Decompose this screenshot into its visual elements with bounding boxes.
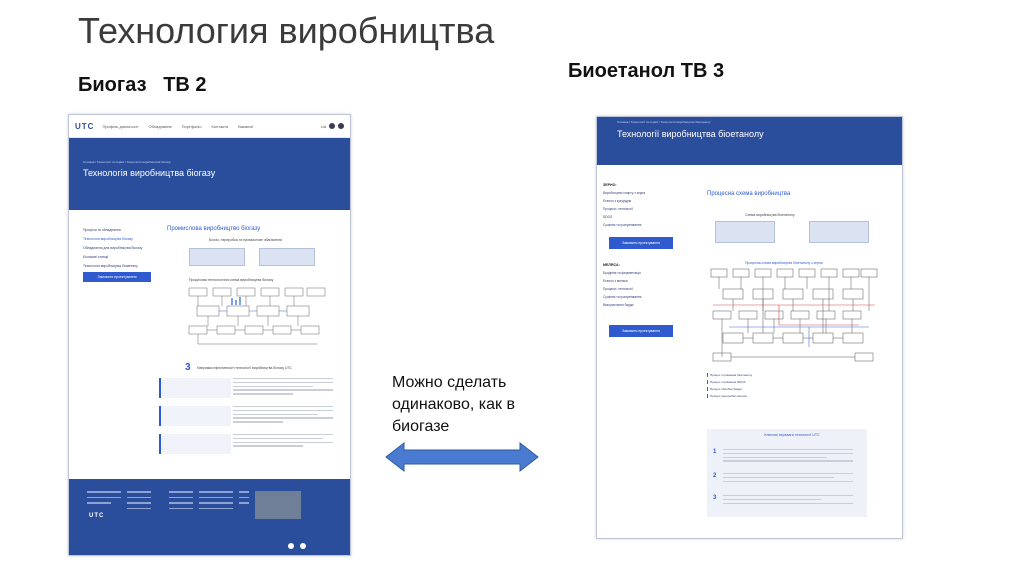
sidebar-item[interactable]: Технологія виробництва біометану [83, 264, 138, 268]
order-button[interactable]: Замовити проектування [609, 237, 673, 249]
bioethanol-heading: Биоетанол ТВ 3 [568, 60, 725, 82]
double-arrow-icon [384, 440, 540, 474]
text-block [723, 449, 853, 464]
sidebar-heading: МЕЛЯСА: [603, 263, 620, 267]
section-number: 3 [185, 362, 191, 373]
sidebar-item[interactable]: Сушіння та гранулювання [603, 223, 642, 227]
advantage-card [159, 378, 231, 398]
sidebar-item[interactable]: Процеси та обладнання [83, 228, 121, 232]
text-block [233, 378, 333, 397]
sidebar-item[interactable]: Використання барди [603, 303, 634, 307]
info-box [809, 221, 869, 243]
list-item[interactable]: Процес переробки меляси [707, 394, 797, 398]
social-icon[interactable] [329, 123, 335, 129]
scheme-title: Процесова технологічна схема виробництва біогазу [189, 278, 274, 282]
hero-banner [597, 117, 902, 165]
page-body [69, 210, 350, 470]
order-button[interactable]: Замовити проектування [609, 325, 673, 337]
sidebar-item[interactable]: Процеси і технології [603, 207, 633, 211]
text-block [723, 495, 853, 506]
top-nav [69, 115, 350, 138]
sidebar-item[interactable]: DDGS [603, 215, 613, 219]
section-subtitle: Схема виробництва біоетанолу [745, 213, 795, 217]
sidebar-item[interactable]: Обладнання для виробництва біогазу [83, 246, 143, 250]
sidebar-molasses [603, 263, 693, 311]
sidebar [83, 228, 153, 273]
sidebar-item[interactable]: Процеси і технології [603, 287, 633, 291]
nav-item[interactable]: Обладнання [148, 123, 172, 129]
step-number: 3 [713, 495, 717, 501]
nav-item[interactable]: Портфоліо [181, 123, 202, 129]
footer-image[interactable] [255, 491, 301, 519]
breadcrumb: Головна / Технології та сервіс / Технологія виробництва біогазу [83, 160, 171, 164]
sidebar-item[interactable]: Біогазові станції [83, 255, 109, 259]
text-block [233, 434, 333, 449]
nav-item[interactable]: Профіль діяльності [102, 123, 139, 129]
sidebar-item[interactable]: Етанол з меляси [603, 279, 628, 283]
sidebar-item[interactable]: Бродіння та ферментація [603, 271, 641, 275]
section-subtitle: Біогаз, переробка та промислове збагачення [209, 238, 283, 242]
footer [69, 479, 350, 555]
footer-logo: UTC [89, 513, 105, 519]
nav-item[interactable]: Вакансії [238, 123, 254, 129]
section-title: Процесна схема виробництва [707, 191, 791, 197]
panel-title: Ключові переваги технології UTC [764, 433, 820, 437]
slide-title: Технология виробництва [78, 10, 495, 51]
text-block [233, 406, 333, 425]
process-list [707, 373, 797, 401]
sidebar-item[interactable]: Сушіння та гранулювання [603, 295, 642, 299]
list-item[interactable]: Процес отримання біоетанолу [707, 373, 797, 377]
social-icon[interactable] [338, 123, 344, 129]
biogas-heading: Биогаз ТВ 2 [78, 74, 207, 96]
sidebar-heading: ЗЕРНО: [603, 183, 617, 187]
hero-title: Технологія виробництва біогазу [83, 168, 216, 178]
list-item[interactable]: Процес отримання DDGS [707, 380, 797, 384]
sidebar-grain [603, 183, 693, 231]
advantages-panel [707, 429, 867, 517]
process-scheme [187, 286, 327, 348]
bioethanol-page-screenshot [596, 116, 903, 539]
biogas-page-screenshot [68, 114, 351, 556]
step-number: 1 [713, 449, 717, 455]
section2-title: Напрямки ефективності технології виробництва біогазу UTC [197, 366, 292, 370]
social-icon[interactable] [300, 543, 306, 549]
section-title: Промислова виробництво біогазу [167, 226, 261, 232]
step-number: 2 [713, 473, 717, 479]
social-icon[interactable] [288, 543, 294, 549]
sidebar-item[interactable]: Технологія виробництва біогазу [83, 237, 133, 241]
hero-title: Технології виробництва біоетанолу [617, 129, 764, 139]
sidebar-item[interactable]: Виробництво спирту з зерна [603, 191, 646, 195]
info-box [259, 248, 315, 266]
info-box [189, 248, 245, 266]
comparison-note: Можно сделать одинаково, как в биогазе [392, 374, 515, 435]
sidebar-item[interactable]: Етанол з кукурудзи [603, 199, 632, 203]
order-button[interactable]: Замовити проектування [83, 272, 151, 282]
hero-banner [69, 138, 350, 210]
process-scheme [709, 267, 879, 365]
breadcrumb: Головна / Технології та сервіс / Технологія виробництва біоетанолу [617, 120, 711, 124]
advantage-card [159, 434, 231, 454]
lang-switch[interactable]: Ua [320, 123, 326, 129]
advantage-card [159, 406, 231, 426]
utc-logo: UTC [75, 121, 95, 131]
list-item[interactable]: Процес обробки барди [707, 387, 797, 391]
text-block [723, 473, 853, 484]
scheme-title: Процесна схема виробництва біоетанолу з зерна [745, 261, 823, 265]
nav-item[interactable]: Контакти [211, 123, 229, 129]
info-box [715, 221, 775, 243]
